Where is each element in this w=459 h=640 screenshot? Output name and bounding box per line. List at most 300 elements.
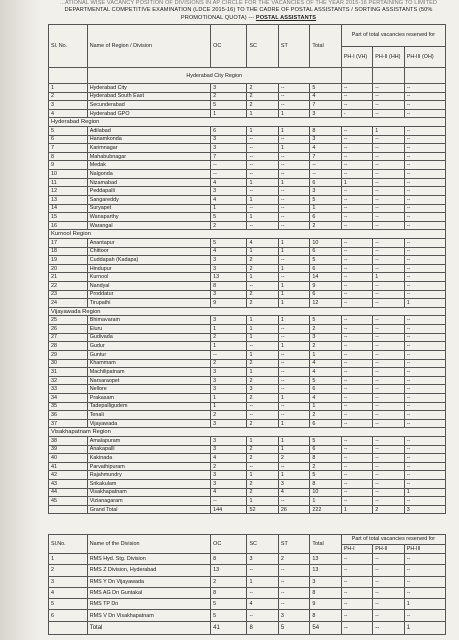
cell-st: -- (278, 92, 309, 101)
cell-ph1: -- (341, 471, 372, 480)
cell-st: -- (278, 359, 309, 368)
cell-ph2: -- (373, 170, 404, 179)
cell-st: 1 (278, 445, 309, 454)
cell-ph3: -- (404, 445, 445, 454)
cell-sl: 42 (49, 471, 88, 480)
table-row (49, 238, 446, 247)
cell-sl: 3 (49, 576, 88, 587)
col-ph1: PH-I (VH) (341, 46, 372, 68)
table-row (49, 480, 446, 489)
cell-st: -- (278, 195, 309, 204)
cell-name: RMS TP Dn (87, 599, 210, 610)
cell-name: Gudur (87, 342, 210, 351)
cell-sl: 13 (49, 195, 88, 204)
total-row (49, 505, 446, 514)
cell-ph2: -- (373, 299, 404, 308)
cell-sl: 23 (49, 290, 88, 299)
cell-sl: 7 (49, 144, 88, 153)
table-row (49, 610, 446, 621)
cell-total: 3 (310, 333, 341, 342)
header-line-1: ...ATIONAL WISE VACANCY POSITION OF DIVISIONS IN AP CIRCLE FOR THE VACANCIES OF THE YEAR 2015-16 PERTAINING TO LIMITED (59, 0, 438, 6)
table-row (49, 350, 446, 359)
cell-st: -- (278, 221, 309, 230)
cell-ph1: -- (341, 599, 372, 610)
cell-ph2: -- (373, 599, 404, 610)
cell-ph1: -- (341, 316, 372, 325)
cell-ph3: -- (404, 350, 445, 359)
cell-name: Machilipatnam (87, 368, 210, 377)
cell-ph1: -- (341, 359, 372, 368)
cell-ph1: -- (341, 195, 372, 204)
cell-sl: 34 (49, 393, 88, 402)
cell-ph2: -- (373, 213, 404, 222)
cell-sl: 5 (49, 127, 88, 136)
cell-st: -- (278, 135, 309, 144)
cell-ph1: -- (341, 135, 372, 144)
cell-sc: 52 (247, 505, 278, 514)
cell-name: Karimnagar (87, 144, 210, 153)
cell-ph1: -- (341, 221, 372, 230)
cell-ph3: -- (404, 462, 445, 471)
cell-sc: 2 (247, 393, 278, 402)
cell-ph1: -- (341, 333, 372, 342)
cell-st: 4 (278, 488, 309, 497)
cell-ph1: -- (341, 576, 372, 587)
cell-name: Nandyal (87, 282, 210, 291)
cell-ph1: -- (341, 368, 372, 377)
cell-ph3: -- (404, 187, 445, 196)
cell-ph2: -- (373, 101, 404, 110)
cell-st: 1 (278, 247, 309, 256)
cell-ph2: -- (373, 497, 404, 506)
cell-name: Amalapuram (87, 436, 210, 445)
cell-sl: 6 (49, 135, 88, 144)
cell-ph1: -- (341, 127, 372, 136)
cell-total: 4 (310, 144, 341, 153)
cell-sl: 1 (49, 554, 88, 565)
cell-ph1: -- (341, 350, 372, 359)
cell-oc: 5 (211, 610, 247, 621)
cell-st: 3 (278, 610, 309, 621)
cell-ph1: -- (341, 144, 372, 153)
cell-oc: 3 (211, 471, 247, 480)
cell-name: Tenali (87, 411, 210, 420)
cell-sc: -- (247, 221, 278, 230)
table-row (49, 436, 446, 445)
cell-ph2: -- (373, 264, 404, 273)
cell-ph2: -- (373, 342, 404, 351)
cell-oc: 3 (211, 84, 247, 93)
table-row (49, 152, 446, 161)
cell-sl: 6 (49, 610, 88, 621)
region-title: Hyderabad City Region (87, 68, 341, 84)
table-row (49, 161, 446, 170)
table-row (49, 170, 446, 179)
cell-sl: 19 (49, 256, 88, 265)
header-cadre-title: POSTAL ASSISTANTS (255, 14, 317, 21)
cell-sc: -- (247, 402, 278, 411)
cell-st: -- (278, 576, 309, 587)
col-reserved: Part of total vacancies reserved for (341, 25, 445, 47)
cell-st: 1 (278, 264, 309, 273)
col-ph2: PH-II (HH) (373, 46, 404, 68)
cell-oc: 3 (211, 316, 247, 325)
cell-name: Nizamabad (87, 178, 210, 187)
cell-sc: 1 (247, 471, 278, 480)
cell-total: -- (310, 170, 341, 179)
table-row (49, 299, 446, 308)
cell-total: 1 (310, 497, 341, 506)
cell-st: -- (278, 204, 309, 213)
cell-ph1: -- (341, 264, 372, 273)
cell-ph2: -- (373, 178, 404, 187)
cell-ph1: -- (341, 419, 372, 428)
cell-total: 1 (310, 350, 341, 359)
cell-total: 8 (310, 480, 341, 489)
cell-ph3: 1 (404, 621, 445, 634)
cell-total: 2 (310, 342, 341, 351)
cell-st: -- (278, 273, 309, 282)
cell-name: Khammam (87, 359, 210, 368)
cell-sl (49, 621, 88, 634)
cell-sl: 2 (49, 565, 88, 576)
cell-ph2: -- (373, 471, 404, 480)
cell-total: 6 (310, 385, 341, 394)
cell-ph2: -- (373, 144, 404, 153)
col-sc: SC (247, 25, 278, 68)
cell-sc: 2 (247, 359, 278, 368)
cell-sl: 29 (49, 350, 88, 359)
cell-st: 1 (278, 178, 309, 187)
cell-name: RMS V Dn Visakhapatnam (87, 610, 210, 621)
cell-st: -- (278, 411, 309, 420)
cell-st: -- (278, 256, 309, 265)
cell-total: 13 (310, 565, 341, 576)
cell-sc: 1 (247, 273, 278, 282)
cell-ph2: -- (373, 587, 404, 598)
cell-ph3: -- (404, 256, 445, 265)
cell-ph3: -- (404, 178, 445, 187)
cell-sl: 4 (49, 587, 88, 598)
cell-total: 5 (310, 84, 341, 93)
cell-total: 8 (310, 610, 341, 621)
cell-sl (49, 505, 88, 514)
cell-ph3: -- (404, 342, 445, 351)
cell-name: Hindupur (87, 264, 210, 273)
cell-name: Cuddapah (Kadapa) (87, 256, 210, 265)
cell-sc: -- (247, 204, 278, 213)
cell-ph3: -- (404, 170, 445, 179)
cell-sc: 1 (247, 497, 278, 506)
cell-oc: 3 (211, 376, 247, 385)
cell-sl: 25 (49, 316, 88, 325)
cell-ph1: -- (341, 488, 372, 497)
cell-sl: 35 (49, 402, 88, 411)
table-row (49, 488, 446, 497)
cell-ph1: -- (341, 152, 372, 161)
cell-st: 1 (278, 342, 309, 351)
cell-oc: 1 (211, 109, 247, 118)
cell-name: Anakapalli (87, 445, 210, 454)
cell-oc: 41 (211, 621, 247, 634)
cell-name: Tadepalligudem (87, 402, 210, 411)
cell-ph3: -- (404, 576, 445, 587)
table-row (49, 178, 446, 187)
cell-total: 7 (310, 152, 341, 161)
table-row (49, 247, 446, 256)
cell-oc: 3 (211, 445, 247, 454)
col-ph1: PH-I (341, 544, 372, 553)
cell-sc: 1 (247, 109, 278, 118)
table-row (49, 497, 446, 506)
cell-total: 5 (310, 256, 341, 265)
cell-ph1: -- (341, 238, 372, 247)
cell-ph3: -- (404, 109, 445, 118)
cell-oc: 4 (211, 247, 247, 256)
cell-oc: 2 (211, 462, 247, 471)
cell-oc: 2 (211, 221, 247, 230)
cell-ph1: -- (341, 325, 372, 334)
cell-sl: 5 (49, 599, 88, 610)
empty-cell (373, 68, 404, 84)
cell-oc: 5 (211, 599, 247, 610)
table-row (49, 599, 446, 610)
cell-total: 6 (310, 178, 341, 187)
cell-ph1: -- (341, 213, 372, 222)
region-title: Hyderabad Region (49, 118, 446, 127)
cell-name: Peddapalli (87, 187, 210, 196)
cell-total: 3 (310, 109, 341, 118)
cell-name: Rajahmundry (87, 471, 210, 480)
cell-sl: 2 (49, 92, 88, 101)
cell-sl: 21 (49, 273, 88, 282)
cell-ph2: -- (373, 402, 404, 411)
col-slno: Sl. No. (49, 25, 88, 68)
cell-ph1: -- (341, 282, 372, 291)
table-row (49, 256, 446, 265)
region-title: Kurnool Region (49, 230, 446, 239)
cell-ph3: -- (404, 333, 445, 342)
cell-ph1: - (341, 109, 372, 118)
col-ph3: PH-III (404, 544, 445, 553)
header-line-3 (48, 15, 449, 22)
cell-st: 1 (278, 299, 309, 308)
table-row (49, 454, 446, 463)
cell-name: Hyderabad GPO (87, 109, 210, 118)
cell-sc: 4 (247, 238, 278, 247)
cell-name: Srikakulam (87, 480, 210, 489)
cell-sl: 44 (49, 488, 88, 497)
table-row (49, 462, 446, 471)
table-row (49, 587, 446, 598)
cell-oc: -- (211, 161, 247, 170)
cell-ph1: 1 (341, 505, 372, 514)
cell-oc: 1 (211, 325, 247, 334)
cell-oc: -- (211, 350, 247, 359)
cell-sc: -- (247, 282, 278, 291)
cell-sc: 1 (247, 333, 278, 342)
cell-ph1: -- (341, 84, 372, 93)
col-total: Total (310, 535, 341, 554)
cell-st: -- (278, 161, 309, 170)
col-name: Name of Region / Division (87, 25, 210, 68)
table-row (49, 554, 446, 565)
cell-name: Anantapur (87, 238, 210, 247)
cell-ph3: -- (404, 480, 445, 489)
cell-st: 1 (278, 290, 309, 299)
cell-sl: 39 (49, 445, 88, 454)
cell-sc: 1 (247, 350, 278, 359)
cell-oc: 2 (211, 92, 247, 101)
cell-name: RMS AG Dn Guntakal (87, 587, 210, 598)
table-row (49, 92, 446, 101)
cell-sc: 1 (247, 368, 278, 377)
cell-st: -- (278, 402, 309, 411)
cell-sl: 31 (49, 368, 88, 377)
table-row (49, 195, 446, 204)
cell-sl: 40 (49, 454, 88, 463)
cell-ph3: 3 (404, 505, 445, 514)
cell-total: 2 (310, 325, 341, 334)
cell-name: Total (87, 621, 210, 634)
header-line-2: DEPARTMENTAL COMPETITIVE EXAMINATION (LDCE 2015-16) TO THE CADRE OF POSTAL ASSISTANTS / SORTING ASSISTANTS (50% (64, 7, 433, 14)
cell-sc: -- (247, 342, 278, 351)
cell-ph3: -- (404, 127, 445, 136)
table-row (49, 316, 446, 325)
table-row (49, 213, 446, 222)
cell-ph3: -- (404, 368, 445, 377)
cell-sc: 2 (247, 376, 278, 385)
cell-sl: 10 (49, 170, 88, 179)
empty-cell (341, 68, 372, 84)
table-row (49, 368, 446, 377)
cell-name: Secunderabad (87, 101, 210, 110)
cell-st: -- (278, 333, 309, 342)
cell-oc: 1 (211, 393, 247, 402)
cell-ph2: -- (373, 576, 404, 587)
cell-st: 2 (278, 554, 309, 565)
cell-sl: 18 (49, 247, 88, 256)
cell-sl: 28 (49, 342, 88, 351)
cell-ph3: -- (404, 497, 445, 506)
cell-sl: 4 (49, 109, 88, 118)
empty-cell (404, 68, 445, 84)
total-row (49, 621, 446, 634)
cell-ph3: -- (404, 204, 445, 213)
cell-total: 10 (310, 238, 341, 247)
cell-ph2: -- (373, 393, 404, 402)
cell-sl: 43 (49, 480, 88, 489)
cell-sc: -- (247, 161, 278, 170)
table-row (49, 565, 446, 576)
cell-ph2: -- (373, 462, 404, 471)
table-row (49, 187, 446, 196)
cell-sc: 1 (247, 576, 278, 587)
cell-oc: 144 (211, 505, 247, 514)
region-row (49, 68, 446, 84)
cell-total: 8 (310, 127, 341, 136)
table-row (49, 264, 446, 273)
cell-name: Adilabad (87, 127, 210, 136)
cell-ph1: -- (341, 610, 372, 621)
cell-name: Guntur (87, 350, 210, 359)
cell-sc: 1 (247, 178, 278, 187)
cell-name: Chittoor (87, 247, 210, 256)
cell-st: 1 (278, 316, 309, 325)
col-ph3: PH-III (OH) (404, 46, 445, 68)
cell-sl: 30 (49, 359, 88, 368)
cell-ph2: -- (373, 554, 404, 565)
cell-ph1: -- (341, 402, 372, 411)
cell-total: 222 (310, 505, 341, 514)
cell-name: Medak (87, 161, 210, 170)
cell-sc: -- (247, 411, 278, 420)
cell-ph2: -- (373, 333, 404, 342)
cell-oc: 4 (211, 195, 247, 204)
cell-sc: 2 (247, 264, 278, 273)
cell-oc: 3 (211, 436, 247, 445)
document-header (48, 0, 449, 22)
cell-st: -- (278, 213, 309, 222)
col-st: ST (278, 535, 309, 554)
cell-sc: -- (247, 170, 278, 179)
cell-sl: 8 (49, 152, 88, 161)
cell-oc: 8 (211, 587, 247, 598)
cell-total: 3 (310, 135, 341, 144)
cell-ph2: -- (373, 376, 404, 385)
table-row (49, 84, 446, 93)
cell-ph3: -- (404, 587, 445, 598)
cell-oc: 3 (211, 368, 247, 377)
cell-sl: 32 (49, 376, 88, 385)
cell-ph3: -- (404, 144, 445, 153)
cell-ph3: -- (404, 161, 445, 170)
cell-sc: 1 (247, 195, 278, 204)
cell-ph1: -- (341, 376, 372, 385)
cell-sc: -- (247, 135, 278, 144)
cell-sc: 1 (247, 436, 278, 445)
cell-name: Proddatur (87, 290, 210, 299)
cell-st: 1 (278, 471, 309, 480)
cell-sl: 15 (49, 213, 88, 222)
cell-name: Hanamkonda (87, 135, 210, 144)
cell-sl: 11 (49, 178, 88, 187)
table-row (49, 411, 446, 420)
cell-ph3: -- (404, 419, 445, 428)
cell-ph2: -- (373, 454, 404, 463)
cell-oc: 5 (211, 238, 247, 247)
cell-st: -- (278, 497, 309, 506)
cell-total: 5 (310, 376, 341, 385)
cell-ph3: -- (404, 325, 445, 334)
cell-total: 6 (310, 213, 341, 222)
cell-ph3: -- (404, 454, 445, 463)
col-oc: OC (211, 25, 247, 68)
cell-name: Kakinada (87, 454, 210, 463)
cell-name: Gudivada (87, 333, 210, 342)
cell-st: -- (278, 565, 309, 576)
table-row (49, 144, 446, 153)
cell-ph1: -- (341, 587, 372, 598)
cell-ph2: -- (373, 480, 404, 489)
cell-total: 9 (310, 599, 341, 610)
cell-sc: 2 (247, 290, 278, 299)
cell-total: 2 (310, 462, 341, 471)
cell-oc: 8 (211, 282, 247, 291)
cell-name: Tirupathi (87, 299, 210, 308)
col-total: Total (310, 25, 341, 68)
cell-oc: 5 (211, 213, 247, 222)
